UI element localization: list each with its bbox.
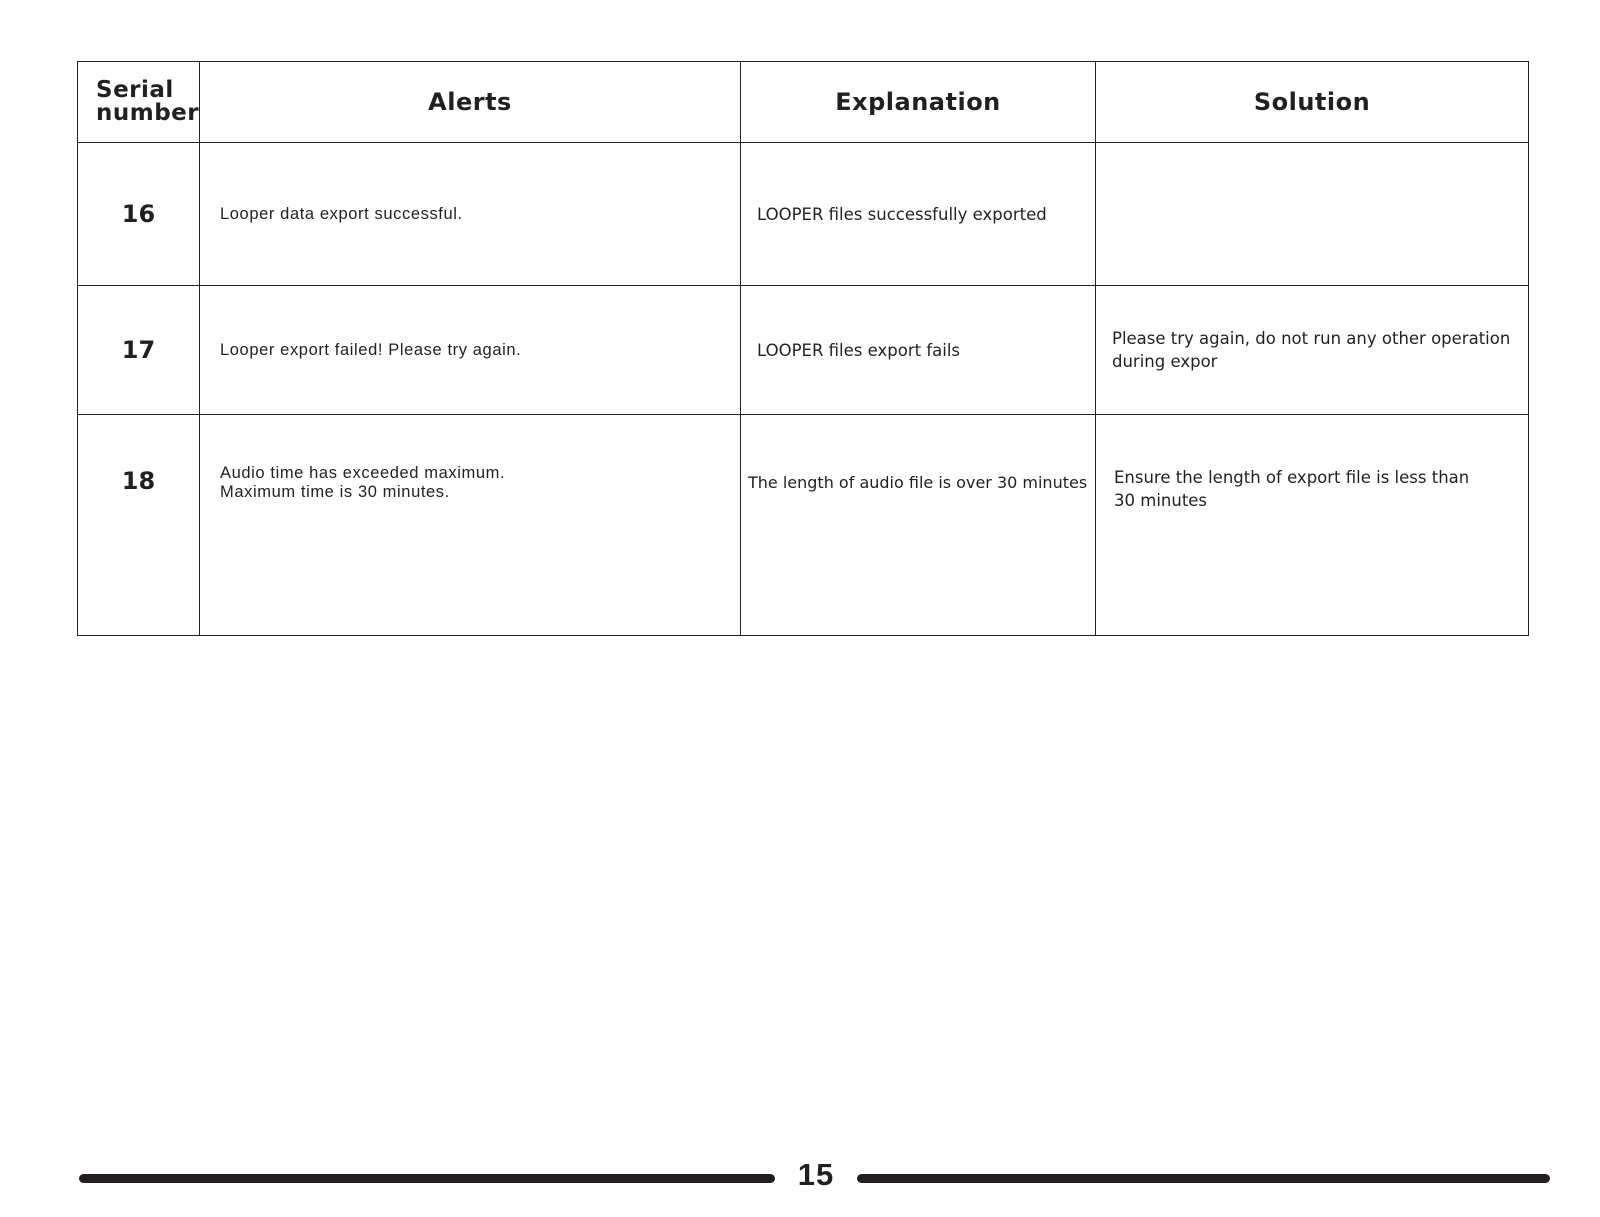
footer-rule-right bbox=[857, 1174, 1550, 1183]
page-number: 15 bbox=[797, 1157, 835, 1192]
solution-text-line1: Please try again, do not run any other operation bbox=[1112, 329, 1511, 348]
footer-rule-left bbox=[79, 1174, 775, 1183]
solution-text-line1: Ensure the length of export file is less than bbox=[1114, 468, 1470, 487]
table-header-row bbox=[78, 62, 1529, 143]
solution-cell bbox=[1096, 286, 1529, 415]
solution-cell bbox=[1096, 143, 1529, 286]
alert-cell bbox=[200, 143, 741, 286]
table-row bbox=[78, 143, 1529, 286]
serial-cell: 17 bbox=[78, 286, 200, 415]
header-solution: Solution bbox=[1096, 62, 1529, 143]
table-row bbox=[78, 286, 1529, 415]
header-serial-line1: Serial bbox=[96, 77, 174, 103]
solution-cell bbox=[1096, 415, 1529, 636]
alerts-table bbox=[77, 61, 1529, 636]
alert-cell bbox=[200, 286, 741, 415]
header-explanation: Explanation bbox=[741, 62, 1096, 143]
header-alerts: Alerts bbox=[200, 62, 741, 143]
explanation-cell: The length of audio file is over 30 minutes bbox=[741, 415, 1096, 636]
solution-text-line2: 30 minutes bbox=[1114, 491, 1208, 510]
solution-text-line2: during expor bbox=[1112, 352, 1218, 371]
header-serial-number bbox=[78, 62, 200, 143]
alert-text-line1: Audio time has exceeded maximum. bbox=[220, 464, 506, 482]
serial-cell: 18 bbox=[78, 415, 200, 636]
alert-text: Looper data export successful. bbox=[220, 204, 463, 223]
alert-text: Looper export failed! Please try again. bbox=[220, 340, 522, 359]
table-row bbox=[78, 415, 1529, 636]
header-serial-line2: number bbox=[96, 100, 200, 126]
serial-cell: 16 bbox=[78, 143, 200, 286]
explanation-cell: LOOPER files export fails bbox=[741, 286, 1096, 415]
alert-text-line2: Maximum time is 30 minutes. bbox=[220, 483, 450, 501]
alert-cell bbox=[200, 415, 741, 636]
explanation-cell: LOOPER files successfully exported bbox=[741, 143, 1096, 286]
